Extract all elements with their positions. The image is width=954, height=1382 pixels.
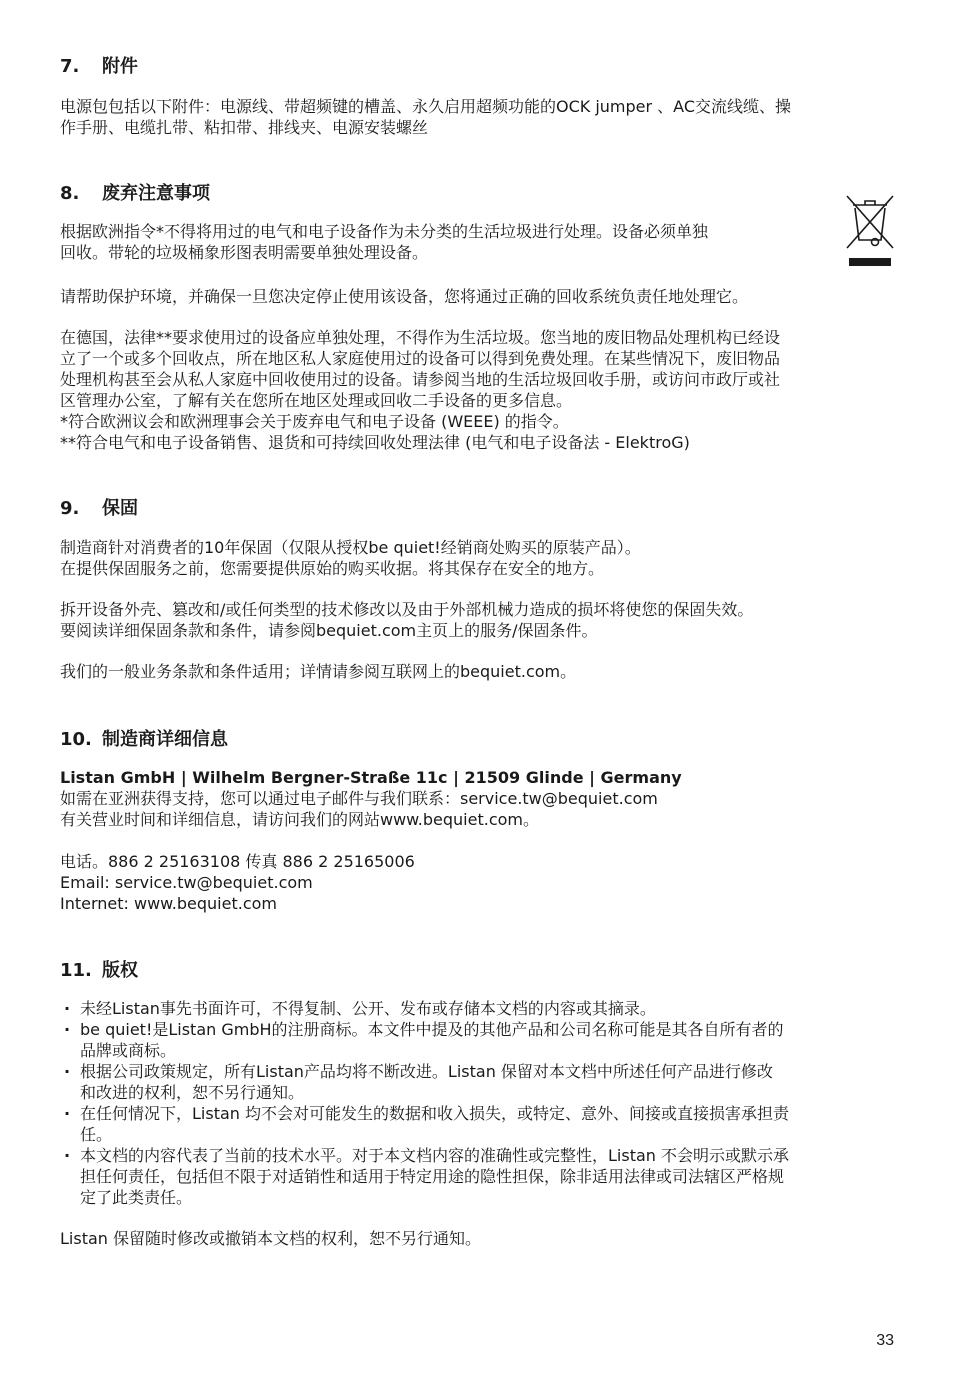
- text-line: 制造商针对消费者的10年保固（仅限从授权be quiet!经销商处购买的原装产品）。: [60, 538, 641, 557]
- section-title: 制造商详细信息: [102, 729, 228, 750]
- internet-line: Internet: www.bequiet.com: [60, 894, 277, 913]
- text-line: 和改进的权利，恕不另行通知。: [80, 1083, 305, 1102]
- text-line: · be quiet!是Listan GmbH的注册商标。本文件中提及的其他产品和公司名称可能是其各自所有者的: [80, 1020, 784, 1039]
- section-7-text: [60, 96, 791, 138]
- text-line: 我们的一般业务条款和条件适用；详情请参阅互联网上的bequiet.com。: [60, 662, 577, 681]
- contact-details: [60, 851, 415, 914]
- section-number: 8.: [60, 183, 80, 204]
- section-number: 11.: [60, 960, 92, 981]
- section-number: 10.: [60, 729, 92, 750]
- email-line: Email: service.tw@bequiet.com: [60, 873, 313, 892]
- section-title: 保固: [102, 498, 138, 519]
- section-number: 7.: [60, 56, 80, 77]
- section-title: 废弃注意事项: [102, 183, 210, 204]
- text-line: 拆开设备外壳、篡改和/或任何类型的技术修改以及由于外部机械力造成的损坏将使您的保固失效。: [60, 600, 754, 619]
- text-line: 任。: [80, 1125, 113, 1144]
- section-9-heading: [60, 498, 138, 520]
- phone-fax: 电话。886 2 25163108 传真 886 2 25165006: [60, 852, 415, 871]
- text-line: 电源包包括以下附件：电源线、带超频键的槽盖、永久启用超频功能的OCK jumper 、AC交流线缆、操: [60, 97, 792, 116]
- warranty-paragraph-2: [60, 599, 753, 641]
- text-line: 立了一个或多个回收点，所在地区私人家庭使用过的设备可以得到免费处理。在某些情况下，废旧物品: [60, 349, 781, 368]
- text-line: 担任何责任，包括但不限于对适销性和适用于特定用途的隐性担保，除非适用法律或司法辖区严格规: [80, 1167, 785, 1186]
- text-line: 在提供保固服务之前，您需要提供原始的购买收据。将其保存在安全的地方。: [60, 559, 605, 578]
- disposal-paragraph-1: [60, 221, 708, 263]
- crossed-out-wheelie-bin-icon: [843, 192, 897, 268]
- section-8-heading: [60, 183, 210, 205]
- list-item: [60, 1145, 896, 1208]
- list-item: [60, 998, 896, 1019]
- section-title: 版权: [102, 960, 138, 981]
- closing-statement: [60, 1228, 481, 1249]
- section-11-heading: [60, 960, 138, 982]
- text-line: 请帮助保护环境，并确保一旦您决定停止使用该设备，您将通过正确的回收系统负责任地处理它。: [60, 287, 749, 306]
- text-line: 品牌或商标。: [80, 1041, 177, 1060]
- disposal-paragraph-3: [60, 327, 780, 453]
- text-line: Listan 保留随时修改或撤销本文档的权利，恕不另行通知。: [60, 1229, 482, 1248]
- text-line: 在德国，法律**要求使用过的设备应单独处理，不得作为生活垃圾。您当地的废旧物品处理机构已经设: [60, 328, 781, 347]
- manufacturer-details: [60, 767, 682, 830]
- section-10-heading: [60, 729, 228, 751]
- text-line: 处理机构甚至会从私人家庭中回收使用过的设备。请参阅当地的生活垃圾回收手册，或访问市政厅或社: [60, 370, 781, 389]
- section-7-heading: [60, 56, 138, 78]
- text-line: 区管理办公室，了解有关在您所在地区处理或回收二手设备的更多信息。: [60, 391, 573, 410]
- company-address: Listan GmbH | Wilhelm Bergner-Straße 11c | 21509 Glinde | Germany: [60, 768, 682, 787]
- list-item: [60, 1103, 896, 1145]
- text-line: · 在任何情况下，Listan 均不会对可能发生的数据和收入损失，或特定、意外、间接或直接损害承担责: [80, 1104, 790, 1123]
- text-line: 根据欧洲指令*不得将用过的电气和电子设备作为未分类的生活垃圾进行处理。设备必须单独: [60, 222, 709, 241]
- text-line: 作手册、电缆扎带、粘扣带、排线夹、电源安装螺丝: [60, 118, 429, 137]
- text-line: *符合欧洲议会和欧洲理事会关于废弃电气和电子设备 (WEEE) 的指令。: [60, 412, 569, 431]
- warranty-paragraph-1: [60, 537, 641, 579]
- text-line: 定了此类责任。: [80, 1188, 193, 1207]
- text-line: 要阅读详细保固条款和条件，请参阅bequiet.com主页上的服务/保固条件。: [60, 621, 598, 640]
- warranty-paragraph-3: [60, 661, 576, 682]
- list-item: [60, 1019, 896, 1061]
- text-line: · 根据公司政策规定，所有Listan产品均将不断改进。Listan 保留对本文档中所述任何产品进行修改: [80, 1062, 773, 1081]
- text-line: **符合电气和电子设备销售、退货和可持续回收处理法律 (电气和电子设备法 - ElektroG): [60, 433, 690, 452]
- text-line: 回收。带轮的垃圾桶象形图表明需要单独处理设备。: [60, 243, 429, 262]
- section-number: 9.: [60, 498, 80, 519]
- section-title: 附件: [102, 56, 138, 77]
- copyright-list: [60, 998, 896, 1208]
- text-line: 如需在亚洲获得支持，您可以通过电子邮件与我们联系：service.tw@bequiet.com: [60, 789, 658, 808]
- list-item: [60, 1061, 896, 1103]
- text-line: · 未经Listan事先书面许可，不得复制、公开、发布或存储本文档的内容或其摘录。: [80, 999, 656, 1018]
- disposal-paragraph-2: [60, 286, 748, 307]
- text-line: 有关营业时间和详细信息，请访问我们的网站www.bequiet.com。: [60, 810, 539, 829]
- text-line: · 本文档的内容代表了当前的技术水平。对于本文档内容的准确性或完整性，Listan 不会明示或默示承: [80, 1146, 790, 1165]
- page-number: 33: [876, 1332, 894, 1349]
